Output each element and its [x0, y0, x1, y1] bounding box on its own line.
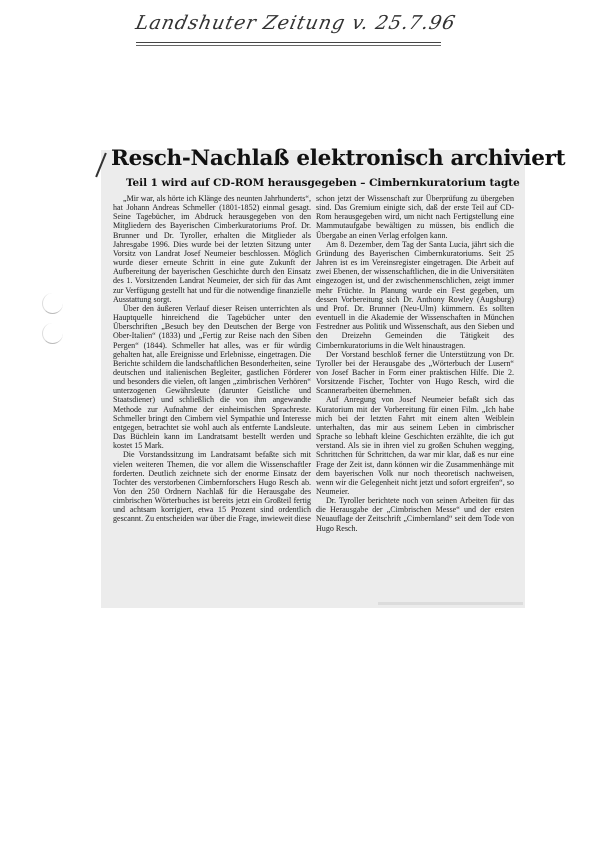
paragraph: Auf Anregung von Josef Neumeier befaßt sich das Kuratorium mit der Vorbereitung für einen Film. „Ich habe mich bei der letzten Fahrt mit einem alten Weiblein unterhalten, das mir aus seinem Leben in cimbrischer Sprache so lebhaft kleine Geschichten erzählte, die ich gut verstand. Als sie in ihren viel zu großen Schuhen wegging, Schrittchen für Schrittchen, da war mir klar, daß es nur eine Frage der Zeit ist, dann können wir die Zusammenhänge mit dem bayerischen Volk nur noch theoretisch nachweisen, wenn wir die Gelegenheit nicht jetzt und sofort ergreifen“, so Neumeier.: [316, 395, 514, 496]
punch-hole-mark: [42, 293, 63, 314]
paragraph: Die Vorstandssitzung im Landratsamt befaßte sich mit vielen weiteren Themen, die vor allem die Wissenschaftler forderten. Deutlich zeichnete sich der enorme Einsatz der Tochter des verstorbenen Cimbernforschers Hugo Resch ab. Von den 250 Ordnern Nachlaß für die Herausgabe des cimbrischen Wörterbuches ist bereits jetzt ein Großteil fertig und achtsam korrigiert, etwa 15 Prozent sind ordentlich gescannt. Zu entscheiden war über die Frage, inwieweit diese: [113, 450, 311, 524]
article-column-left: [113, 194, 311, 524]
paragraph: Über den äußeren Verlauf dieser Reisen unterrichten als Hauptquelle hinreichend die Tagebücher unter den Überschriften „Besuch bey den Deutschen der Berge von Ober-Italien“ (1833) und „Fertig zur Reise nach den Siben Pergen“ (1844). Schmeller hat alles, was er für würdig gehalten hat, alle Ereignisse und Erlebnisse, eingetragen. Die Berichte schildern die landschaftlichen Besonderheiten, seine deutschen und italienischen Begleiter, gastlichen Förderer und besonders die vielen, oft langen „zimbrischen Verhören“ unterzogenen Gewährsleute (darunter Geistliche und Staatsdiener) und schließlich die von ihm angewandte Methode zur Aufnahme der einheimischen Sprachreste. Schmeller bringt den Cimbern viel Sympathie und Interesse entgegen, betrachtet sie wohl auch als entfernte Landsleute. Das Büchlein kann im Landratsamt bestellt werden und kostet 15 Mark.: [113, 303, 311, 451]
underline: [136, 45, 441, 46]
article-headline: Resch-Nachlaß elektronisch archiviert: [111, 146, 566, 171]
punch-hole-mark: [42, 323, 63, 344]
paragraph: „Mir war, als hörte ich Klänge des neunten Jahrhunderts“, hat Johann Andreas Schmeller (1801-1852) einmal gesagt. Seine Tagebücher, im Abdruck herausgegeben von den Mitgliedern des Bayerischen Cimberkuratoriums Prof. Dr. Brunner und Dr. Tyroller, erhalten die Mitglieder als Jahresgabe 1996. Dies wurde bei der letzten Sitzung unter Vorsitz von Landrat Josef Neumeier beschlossen. Möglich wurde dieser erneute Schritt in eine gute Zukunft der Aufbereitung der bayerischen Geschichte durch den Einsatz des 1. Vorsitzenden Landrat Neumeier, der sich für das Amt zur Verfügung gestellt hat und für die notwendige finanzielle Ausstattung sorgt.: [113, 194, 311, 304]
paragraph: schon jetzt der Wissenschaft zur Überprüfung zu übergeben sind. Das Gremium einigte sich, daß der erste Teil auf CD-Rom herausgegeben wird, um nicht nach Fertigstellung eine Mammutaufgabe bewältigen zu müssen, bis endlich die Übergabe an einen Verlag erfolgen kann.: [316, 194, 514, 240]
underline: [136, 42, 441, 43]
faint-show-through-text: [378, 602, 523, 605]
paragraph: Dr. Tyroller berichtete noch von seinen Arbeiten für das die Herausgabe der „Cimbrischen Messe“ und der ersten Neuauflage der Zeitschrift „Cimbernland“ seit dem Tode von Hugo Resch.: [316, 496, 514, 533]
article-subheadline: Teil 1 wird auf CD-ROM herausgegeben – Cimbernkuratorium tagte: [126, 177, 520, 189]
handwritten-source-note: [133, 12, 458, 48]
handwritten-source-text: Landshuter Zeitung v. 25.7.96: [133, 12, 458, 34]
paragraph: Am 8. Dezember, dem Tag der Santa Lucia, jährt sich die Gründung des Bayerischen Cimbernkuratoriums. Seit 25 Jahren ist es im Vereinsregister eingetragen. Die Arbeit auf zwei Ebenen, der wissenschaftlichen, die in die Universitäten eingezogen ist, und der zwischenmenschlichen, zeigt immer mehr Früchte. In Planung wurde ein Fest gegeben, um dessen Vorbereitung sich Dr. Anthony Rowley (Augsburg) und Prof. Dr. Brunner (Neu-Ulm) kümmern. Es sollten eventuell in die Akademie der Wissenschaften in München Festredner aus Politik und Wissenschaft, aus den Sieben und den Dreizehn Gemeinden die Tätigkeit des Cimbernkuratoriums in die Welt hinaustragen.: [316, 239, 514, 350]
article-column-right: [316, 194, 514, 533]
paragraph: Der Vorstand beschloß ferner die Unterstützung von Dr. Tyroller bei der Herausgabe des „Wörterbuch der Lusern“ von Josef Bacher in Form einer praktischen Hilfe. Die 2. Vorsitzende Fischer, Tochter von Hugo Resch, wird die Scannerarbeiten übernehmen.: [316, 349, 514, 396]
